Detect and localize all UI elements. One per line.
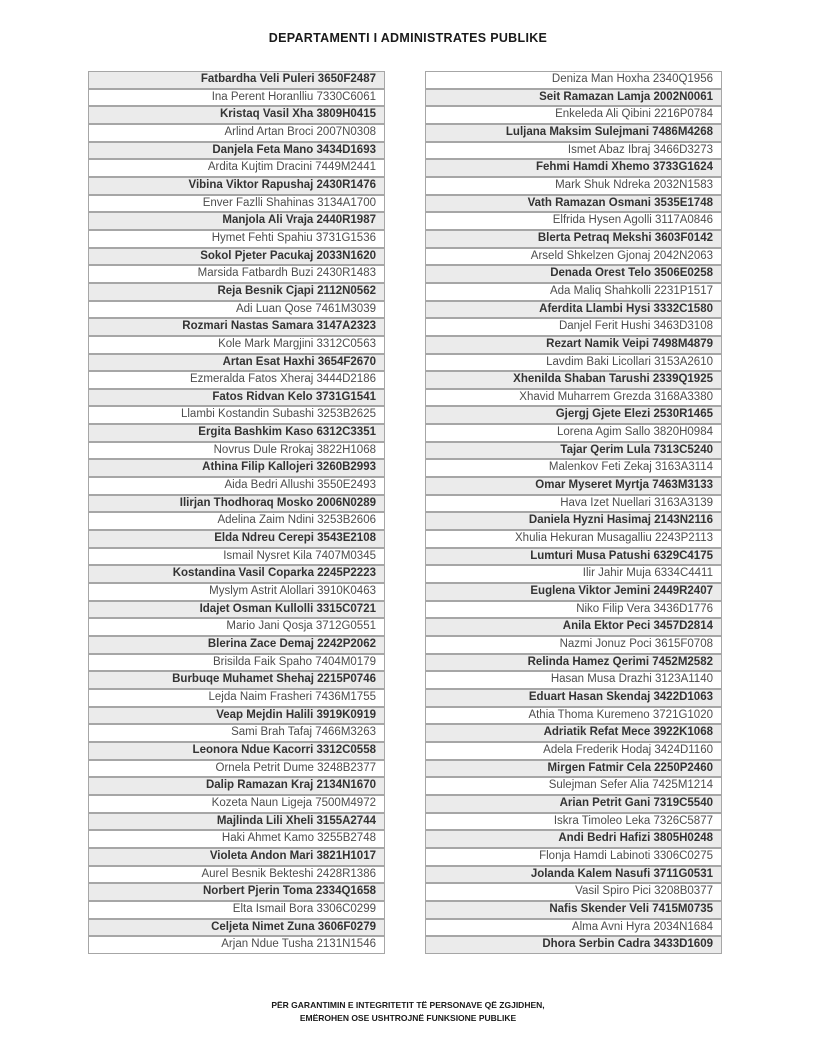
list-item: Tajar Qerim Lula 7313C5240 [425, 442, 722, 460]
list-item: Aferdita Llambi Hysi 3332C1580 [425, 301, 722, 319]
list-item: Athia Thoma Kuremeno 3721G1020 [425, 707, 722, 725]
list-item: Lumturi Musa Patushi 6329C4175 [425, 548, 722, 566]
list-item: Andi Bedri Hafizi 3805H0248 [425, 830, 722, 848]
list-item: Adi Luan Qose 7461M3039 [88, 301, 385, 319]
list-item: Euglena Viktor Jemini 2449R2407 [425, 583, 722, 601]
list-item: Enver Fazlli Shahinas 3134A1700 [88, 195, 385, 213]
list-item: Ilir Jahir Muja 6334C4411 [425, 565, 722, 583]
list-item: Fatbardha Veli Puleri 3650F2487 [88, 71, 385, 89]
list-item: Novrus Dule Rrokaj 3822H1068 [88, 442, 385, 460]
list-item: Xhenilda Shaban Tarushi 2339Q1925 [425, 371, 722, 389]
list-item: Daniela Hyzni Hasimaj 2143N2116 [425, 512, 722, 530]
list-item: Luljana Maksim Sulejmani 7486M4268 [425, 124, 722, 142]
list-item: Iskra Timoleo Leka 7326C5877 [425, 813, 722, 831]
list-item: Rezart Namik Veipi 7498M4879 [425, 336, 722, 354]
list-item: Ismail Nysret Kila 7407M0345 [88, 548, 385, 566]
list-item: Majlinda Lili Xheli 3155A2744 [88, 813, 385, 831]
list-item: Dalip Ramazan Kraj 2134N1670 [88, 777, 385, 795]
list-item: Adelina Zaim Ndini 3253B2606 [88, 512, 385, 530]
list-item: Brisilda Faik Spaho 7404M0179 [88, 654, 385, 672]
list-item: Omar Myseret Myrtja 7463M3133 [425, 477, 722, 495]
list-item: Violeta Andon Mari 3821H1017 [88, 848, 385, 866]
list-item: Niko Filip Vera 3436D1776 [425, 601, 722, 619]
list-item: Ardita Kujtim Dracini 7449M2441 [88, 159, 385, 177]
list-item: Lorena Agim Sallo 3820H0984 [425, 424, 722, 442]
list-item: Adriatik Refat Mece 3922K1068 [425, 724, 722, 742]
list-item: Aurel Besnik Bekteshi 2428R1386 [88, 866, 385, 884]
list-item: Malenkov Feti Zekaj 3163A3114 [425, 459, 722, 477]
list-item: Ezmeralda Fatos Xheraj 3444D2186 [88, 371, 385, 389]
list-item: Kostandina Vasil Coparka 2245P2223 [88, 565, 385, 583]
list-item: Nazmi Jonuz Poci 3615F0708 [425, 636, 722, 654]
list-item: Idajet Osman Kullolli 3315C0721 [88, 601, 385, 619]
list-item: Athina Filip Kallojeri 3260B2993 [88, 459, 385, 477]
list-item: Arian Petrit Gani 7319C5540 [425, 795, 722, 813]
list-item: Marsida Fatbardh Buzi 2430R1483 [88, 265, 385, 283]
list-item: Kole Mark Margjini 3312C0563 [88, 336, 385, 354]
list-item: Mark Shuk Ndreka 2032N1583 [425, 177, 722, 195]
list-item: Elda Ndreu Cerepi 3543E2108 [88, 530, 385, 548]
list-item: Burbuqe Muhamet Shehaj 2215P0746 [88, 671, 385, 689]
list-item: Kristaq Vasil Xha 3809H0415 [88, 106, 385, 124]
footer-line-2: EMËROHEN OSE USHTROJNË FUNKSIONE PUBLIKE [299, 1013, 517, 1023]
list-item: Mirgen Fatmir Cela 2250P2460 [425, 760, 722, 778]
list-item: Llambi Kostandin Subashi 3253B2625 [88, 406, 385, 424]
list-item: Ina Perent Horanlliu 7330C6061 [88, 89, 385, 107]
list-item: Relinda Hamez Qerimi 7452M2582 [425, 654, 722, 672]
list-item: Flonja Hamdi Labinoti 3306C0275 [425, 848, 722, 866]
list-item: Vath Ramazan Osmani 3535E1748 [425, 195, 722, 213]
list-item: Blerta Petraq Mekshi 3603F0142 [425, 230, 722, 248]
name-list-right [425, 71, 722, 954]
list-item: Myslym Astrit Alollari 3910K0463 [88, 583, 385, 601]
list-item: Fatos Ridvan Kelo 3731G1541 [88, 389, 385, 407]
list-item: Aida Bedri Allushi 3550E2493 [88, 477, 385, 495]
list-item: Mario Jani Qosja 3712G0551 [88, 618, 385, 636]
list-item: Arlind Artan Broci 2007N0308 [88, 124, 385, 142]
list-item: Sami Brah Tafaj 7466M3263 [88, 724, 385, 742]
list-item: Adela Frederik Hodaj 3424D1160 [425, 742, 722, 760]
list-item: Ilirjan Thodhoraq Mosko 2006N0289 [88, 495, 385, 513]
list-item: Hymet Fehti Spahiu 3731G1536 [88, 230, 385, 248]
list-item: Manjola Ali Vraja 2440R1987 [88, 212, 385, 230]
list-item: Deniza Man Hoxha 2340Q1956 [425, 71, 722, 89]
list-item: Haki Ahmet Kamo 3255B2748 [88, 830, 385, 848]
name-list-left [88, 71, 385, 954]
footer-line-1: PËR GARANTIMIN E INTEGRITETIT TË PERSONAVE QË ZGJIDHEN, [271, 1000, 545, 1010]
list-item: Sokol Pjeter Pacukaj 2033N1620 [88, 248, 385, 266]
list-item: Seit Ramazan Lamja 2002N0061 [425, 89, 722, 107]
list-item: Veap Mejdin Halili 3919K0919 [88, 707, 385, 725]
list-item: Jolanda Kalem Nasufi 3711G0531 [425, 866, 722, 884]
list-item: Anila Ektor Peci 3457D2814 [425, 618, 722, 636]
list-item: Xhavid Muharrem Grezda 3168A3380 [425, 389, 722, 407]
list-item: Danjela Feta Mano 3434D1693 [88, 142, 385, 160]
list-item: Denada Orest Telo 3506E0258 [425, 265, 722, 283]
list-item: Norbert Pjerin Toma 2334Q1658 [88, 883, 385, 901]
page-footer [0, 999, 816, 1025]
page-title: DEPARTAMENTI I ADMINISTRATES PUBLIKE [268, 31, 548, 45]
list-item: Dhora Serbin Cadra 3433D1609 [425, 936, 722, 954]
list-item: Arseld Shkelzen Gjonaj 2042N2063 [425, 248, 722, 266]
list-item: Ergita Bashkim Kaso 6312C3351 [88, 424, 385, 442]
list-item: Kozeta Naun Ligeja 7500M4972 [88, 795, 385, 813]
list-item: Elta Ismail Bora 3306C0299 [88, 901, 385, 919]
list-item: Gjergj Gjete Elezi 2530R1465 [425, 406, 722, 424]
list-item: Elfrida Hysen Agolli 3117A0846 [425, 212, 722, 230]
list-item: Vasil Spiro Pici 3208B0377 [425, 883, 722, 901]
list-item: Blerina Zace Demaj 2242P2062 [88, 636, 385, 654]
list-item: Alma Avni Hyra 2034N1684 [425, 919, 722, 937]
list-item: Nafis Skender Veli 7415M0735 [425, 901, 722, 919]
list-item: Danjel Ferit Hushi 3463D3108 [425, 318, 722, 336]
list-item: Ada Maliq Shahkolli 2231P1517 [425, 283, 722, 301]
list-item: Lejda Naim Frasheri 7436M1755 [88, 689, 385, 707]
list-item: Hasan Musa Drazhi 3123A1140 [425, 671, 722, 689]
list-item: Xhulia Hekuran Musagalliu 2243P2113 [425, 530, 722, 548]
list-item: Rozmari Nastas Samara 3147A2323 [88, 318, 385, 336]
list-item: Leonora Ndue Kacorri 3312C0558 [88, 742, 385, 760]
list-item: Hava Izet Nuellari 3163A3139 [425, 495, 722, 513]
list-item: Eduart Hasan Skendaj 3422D1063 [425, 689, 722, 707]
list-item: Artan Esat Haxhi 3654F2670 [88, 354, 385, 372]
list-item: Enkeleda Ali Qibini 2216P0784 [425, 106, 722, 124]
list-item: Lavdim Baki Licollari 3153A2610 [425, 354, 722, 372]
list-item: Reja Besnik Cjapi 2112N0562 [88, 283, 385, 301]
list-item: Celjeta Nimet Zuna 3606F0279 [88, 919, 385, 937]
list-item: Sulejman Sefer Alia 7425M1214 [425, 777, 722, 795]
list-item: Ornela Petrit Dume 3248B2377 [88, 760, 385, 778]
list-item: Ismet Abaz Ibraj 3466D3273 [425, 142, 722, 160]
list-item: Fehmi Hamdi Xhemo 3733G1624 [425, 159, 722, 177]
list-item: Vibina Viktor Rapushaj 2430R1476 [88, 177, 385, 195]
list-item: Arjan Ndue Tusha 2131N1546 [88, 936, 385, 954]
